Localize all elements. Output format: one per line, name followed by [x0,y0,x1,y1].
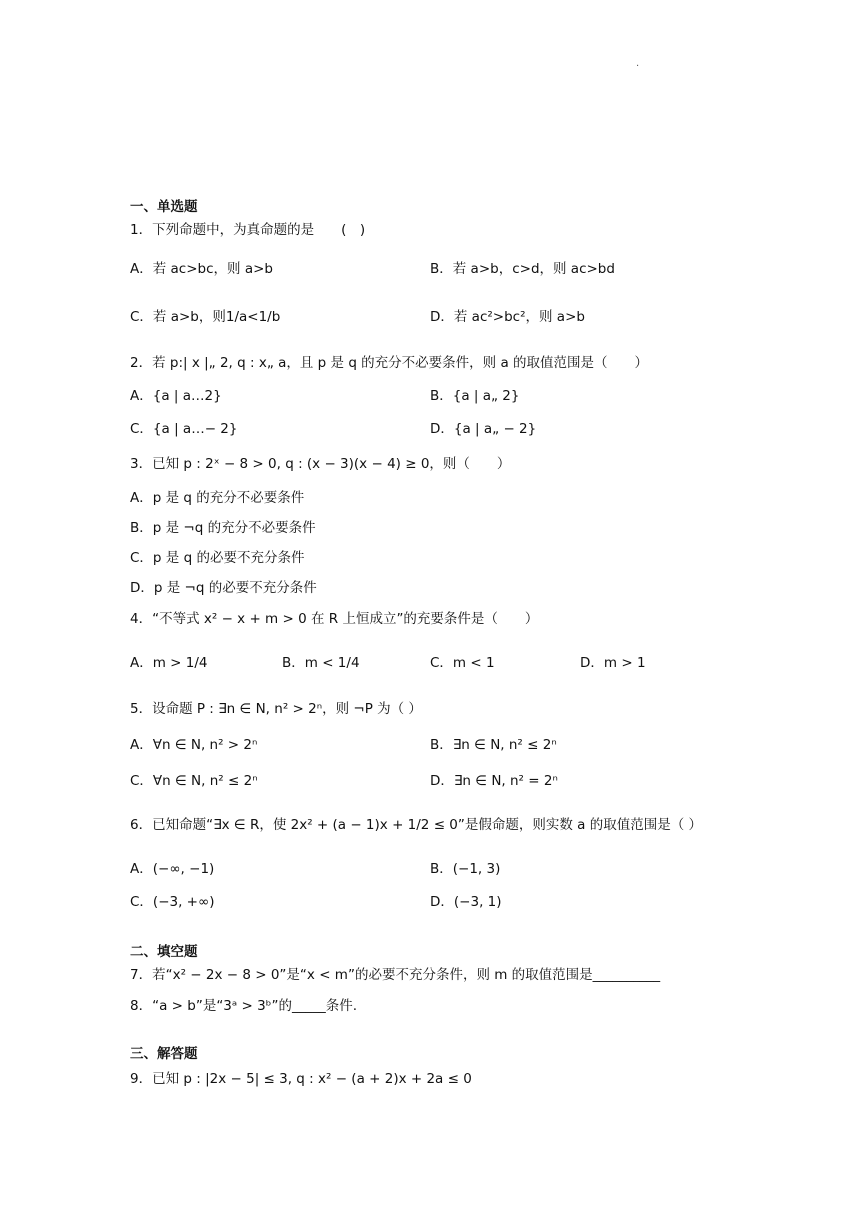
question-1-option-d: D．若 ac²>bc²，则 a>b [430,309,585,325]
section-title-answer: 三、解答题 [130,1046,198,1062]
question-3-option-a: A．p 是 q 的充分不必要条件 [130,490,305,506]
question-5-stem: 5．设命题 P : ∃n ∈ N, n² > 2ⁿ，则 ¬P 为（ ） [130,701,422,717]
question-3-option-d: D．p 是 ¬q 的必要不充分条件 [130,580,317,596]
question-2-stem: 2．若 p:| x |„ 2, q : x„ a，且 p 是 q 的充分不必要条件，则 a 的取值范围是（ ） [130,355,649,371]
question-2-option-a: A．{a | a…2} [130,388,222,404]
question-6-option-a: A．(−∞, −1) [130,861,215,877]
question-3-option-b: B．p 是 ¬q 的充分不必要条件 [130,520,316,536]
question-1-option-c: C．若 a>b，则1/a<1/b [130,309,281,325]
question-9-stem: 9．已知 p : |2x − 5| ≤ 3, q : x² − (a + 2)x + 2a ≤ 0 [130,1071,472,1087]
question-6-option-d: D．(−3, 1) [430,894,502,910]
question-4-option-b: B．m < 1/4 [282,655,360,671]
question-1-option-b: B．若 a>b，c>d，则 ac>bd [430,261,615,277]
question-2-option-c: C．{a | a…− 2} [130,421,238,437]
question-5-option-c: C．∀n ∈ N, n² ≤ 2ⁿ [130,773,258,789]
question-2-option-b: B．{a | a„ 2} [430,388,520,404]
question-2-option-d: D．{a | a„ − 2} [430,421,537,437]
section-title-fill-in: 二、填空题 [130,944,198,960]
question-5-option-b: B．∃n ∈ N, n² ≤ 2ⁿ [430,737,557,753]
question-7-stem: 7．若“x² − 2x − 8 > 0”是“x < m”的必要不充分条件，则 m 的取值范围是__________ [130,967,661,983]
question-6-option-c: C．(−3, +∞) [130,894,215,910]
question-6-option-b: B．(−1, 3) [430,861,501,877]
question-4-option-d: D．m > 1 [580,655,646,671]
question-3-stem: 3．已知 p : 2ˣ − 8 > 0, q : (x − 3)(x − 4) ≥ 0，则（ ） [130,456,511,472]
section-title-single-choice: 一、单选题 [130,199,198,215]
question-8-stem: 8．“a > b”是“3ᵃ > 3ᵇ”的_____条件. [130,998,357,1014]
page-mark: . [636,58,640,69]
question-1-stem: 1．下列命题中，为真命题的是 ( ) [130,222,366,238]
question-5-option-a: A．∀n ∈ N, n² > 2ⁿ [130,737,258,753]
question-5-option-d: D．∃n ∈ N, n² = 2ⁿ [430,773,558,789]
question-4-option-c: C．m < 1 [430,655,495,671]
question-4-stem: 4．“不等式 x² − x + m > 0 在 R 上恒成立”的充要条件是（ ） [130,611,539,627]
question-1-option-a: A．若 ac>bc，则 a>b [130,261,273,277]
question-3-option-c: C．p 是 q 的必要不充分条件 [130,550,305,566]
question-4-option-a: A．m > 1/4 [130,655,208,671]
question-6-stem: 6．已知命题“∃x ∈ R，使 2x² + (a − 1)x + 1/2 ≤ 0”是假命题，则实数 a 的取值范围是（ ） [130,817,703,833]
